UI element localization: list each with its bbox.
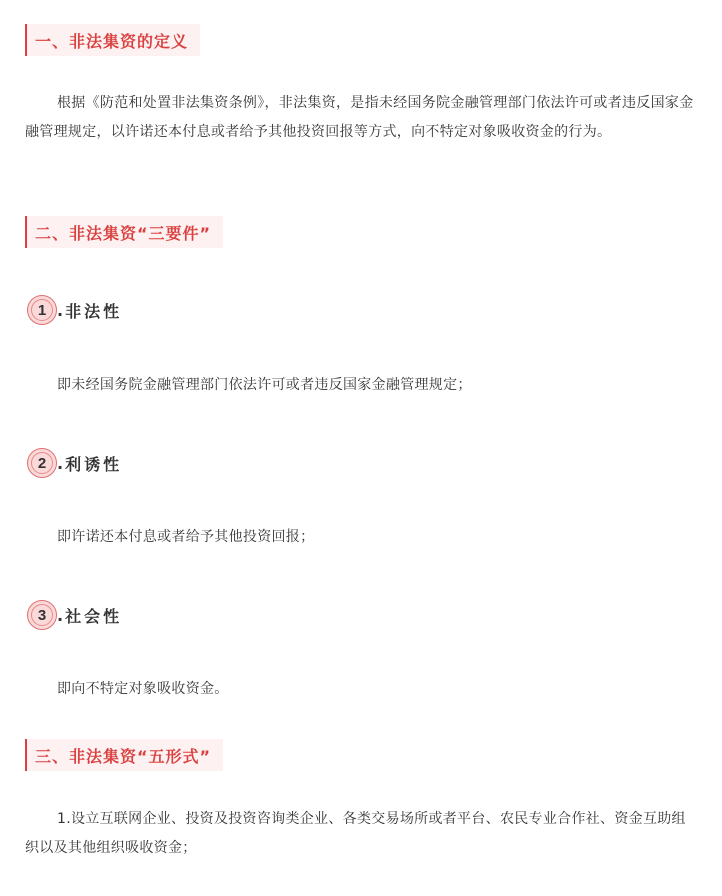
section-title: 二、非法集资“三要件” [35, 223, 212, 243]
item-number: 2 [37, 454, 47, 472]
item-number: 3 [37, 606, 47, 624]
number-circle-icon [27, 295, 57, 325]
element-heading-inducement [27, 447, 122, 479]
section-title: 三、非法集资“五形式” [35, 746, 212, 766]
item-suffix: . [57, 300, 64, 320]
item-suffix: . [57, 453, 64, 473]
item-description: 即许诺还本付息或者给予其他投资回报； [57, 529, 315, 545]
item-title: 非法性 [65, 301, 123, 321]
number-circle-icon [27, 448, 57, 478]
element-heading-sociality [27, 599, 122, 631]
item-title: 利诱性 [65, 454, 123, 474]
five-forms-paragraph: 1.设立互联网企业、投资及投资咨询类企业、各类交易场所或者平台、农民专业合作社、资金互助组织以及其他组织吸收资金； [25, 811, 686, 856]
section-header-three-elements [25, 216, 223, 248]
element-heading-illegality [27, 294, 122, 326]
definition-paragraph: 根据《防范和处置非法集资条例》，非法集资，是指未经国务院金融管理部门依法许可或者违反国家金融管理规定，以许诺还本付息或者给予其他投资回报等方式，向不特定对象吸收资金的行为。 [25, 95, 694, 140]
item-description: 即向不特定对象吸收资金。 [57, 681, 229, 697]
item-number: 1 [37, 301, 47, 319]
item-description: 即未经国务院金融管理部门依法许可或者违反国家金融管理规定； [57, 377, 472, 393]
section-header-five-forms [25, 739, 223, 771]
number-circle-icon [27, 600, 57, 630]
section-title: 一、非法集资的定义 [35, 31, 189, 51]
item-suffix: . [57, 605, 64, 625]
section-header-definition [25, 24, 200, 56]
item-title: 社会性 [65, 606, 123, 626]
